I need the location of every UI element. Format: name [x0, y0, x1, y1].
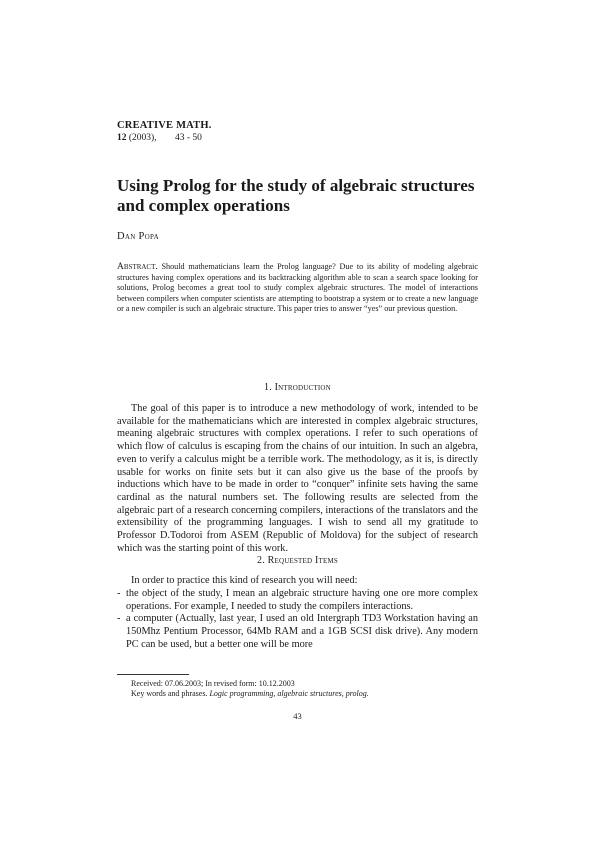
abstract	[117, 262, 478, 315]
footnote-keywords	[131, 689, 478, 699]
paper-title: Using Prolog for the study of algebraic structures and complex operations	[117, 176, 475, 215]
abstract-label: Abstract.	[117, 262, 158, 272]
keywords-text: Logic programming, algebraic structures, prolog.	[209, 689, 369, 699]
list-item-text: the object of the study, I mean an algebraic structure having one ore more complex operations. For example, I needed to study the compilers interactions.	[126, 588, 478, 612]
abstract-text: Should mathematicians learn the Prolog language? Due to its ability of modeling algebraic structures having complex operations and its backtracking algorithm able to scan a search space looking for solutions, Prolog becomes a great tool to study complex algebraic structures. The model of interactions between compilers when computer scientists are attempting to bootstrap a system or to create a new language or a new compiler is such an algebraic structure. This paper tries to answer “yes” our previous question.	[117, 262, 478, 314]
list-item-text: a computer (Actually, last year, I used an old Intergraph TD3 Workstation having an 150Mhz Pentium Processor, 64Mb RAM and a 1GB SCSI disk drive). Any modern PC can be used, but a better one will be more	[126, 613, 478, 650]
page-number: 43	[293, 711, 302, 721]
list-item	[117, 588, 478, 613]
requested-items-intro: In order to practice this kind of research you will need:	[131, 575, 358, 586]
footnote-received: Received: 07.06.2003; In revised form: 10.12.2003	[131, 679, 295, 688]
section-heading-requested-items: 2. Requested Items	[257, 555, 338, 566]
journal-pages: 43 - 50	[174, 133, 202, 143]
introduction-paragraph: The goal of this paper is to introduce a new methodology of work, intended to be available for the mathematicians which are interested in complex algebraic structures, meaning algebraic structures with complex operations. I refer to such operations of which flow of calculus is escaping from the chains of our intuition. In such an algebra, even to verify a calculus might be a terrible work. The methodology, as it is, is directly usable for works on finite sets but it can also give us the base of the proofs by inductions which have to be made in order to “conquer” infinite sets having the same cardinal as the natural numbers set. The following results are selected from the algebraic part of a research concerning compilers, interactions of the translators and the extensibility of the programming languages. I wish to send all my gratitude to Professor D.Todoroi from ASEM (Republic of Moldova) for the subject of research which was the starting point of this work.	[117, 403, 478, 554]
journal-volume: 12	[117, 133, 127, 143]
journal-name: CREATIVE MATH.	[117, 120, 212, 131]
list-dash: -	[117, 613, 121, 625]
paper-author: Dan Popa	[117, 231, 159, 242]
keywords-label: Key words and phrases.	[131, 689, 208, 699]
journal-volume-line	[117, 132, 212, 144]
journal-header	[117, 120, 212, 144]
journal-year: (2003),	[128, 133, 157, 143]
list-dash: -	[117, 588, 121, 599]
footnote-rule	[117, 674, 189, 675]
requested-items-list	[117, 588, 478, 652]
footnotes	[131, 679, 478, 700]
section-heading-introduction: 1. Introduction	[264, 382, 331, 393]
list-item	[117, 613, 478, 651]
